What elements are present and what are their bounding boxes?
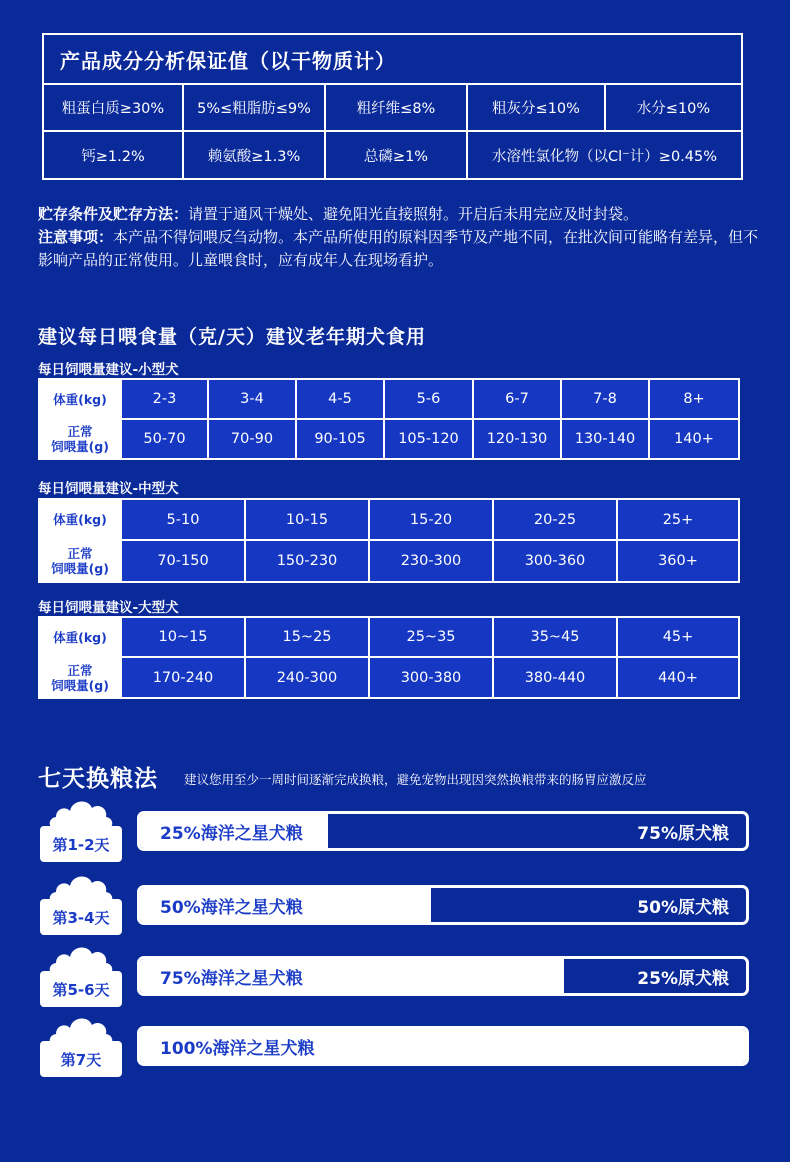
- amount-header-line2: 饲喂量(g): [51, 561, 109, 576]
- mix-bar: [137, 885, 749, 925]
- day-badge: 第5-6天: [40, 971, 122, 1007]
- guarantee-cell: 钙≥1.2%: [42, 130, 184, 180]
- caution-text: 本产品不得饲喂反刍动物。本产品所使用的原料因季节及产地不同，在批次间可能略有差异，但不影响产品的正常使用。儿童喂食时，应有成年人在现场看护。: [38, 228, 759, 269]
- table-cell: 6-7: [472, 378, 562, 420]
- amount-header-line2: 饲喂量(g): [51, 439, 109, 454]
- new-food-label: 50%海洋之星犬粮: [160, 897, 303, 918]
- table-cell: 360+: [616, 539, 740, 583]
- guarantee-cell: 赖氨酸≥1.3%: [182, 130, 326, 180]
- cloud-icon: [48, 944, 114, 974]
- small-amount-row: [38, 420, 742, 460]
- old-food-label: 25%原犬粮: [637, 968, 729, 989]
- amount-header-line1: 正常: [67, 662, 93, 678]
- small-weight-row: [38, 380, 742, 420]
- mix-bar: [137, 956, 749, 996]
- mix-bar: [137, 1026, 749, 1066]
- transition-subtitle: 建议您用至少一周时间逐渐完成换粮，避免宠物出现因突然换粮带来的肠胃应激反应: [184, 772, 647, 787]
- table-cell: 8+: [648, 378, 740, 420]
- table-cell: 15~25: [244, 616, 370, 658]
- transition-title: 七天换粮法: [38, 766, 158, 792]
- medium-weight-row: [38, 500, 742, 541]
- storage-text: 请置于通风干燥处、避免阳光直接照射。开启后未用完应及时封袋。: [188, 205, 639, 223]
- new-food-label: 100%海洋之星犬粮: [160, 1038, 315, 1059]
- guarantee-row-2: [42, 130, 743, 180]
- amount-header: [38, 418, 122, 460]
- table-cell: 5-10: [120, 498, 246, 541]
- day-badge: 第3-4天: [40, 899, 122, 935]
- weight-header: 体重(kg): [38, 498, 122, 541]
- table-cell: 105-120: [383, 418, 474, 460]
- mix-bar: [137, 811, 749, 851]
- table-cell: 4-5: [295, 378, 385, 420]
- table-cell: 25~35: [368, 616, 494, 658]
- new-food-label: 75%海洋之星犬粮: [160, 968, 303, 989]
- table-cell: 150-230: [244, 539, 370, 583]
- guarantee-cell: 水分≤10%: [604, 83, 743, 132]
- table-cell: 240-300: [244, 656, 370, 699]
- medium-dog-title: 每日饲喂量建议-中型犬: [38, 481, 179, 497]
- table-cell: 45+: [616, 616, 740, 658]
- large-dog-title: 每日饲喂量建议-大型犬: [38, 600, 179, 616]
- medium-amount-row: [38, 541, 742, 583]
- table-cell: 5-6: [383, 378, 474, 420]
- table-cell: 70-150: [120, 539, 246, 583]
- old-food-label: 50%原犬粮: [637, 897, 729, 918]
- new-food-label: 25%海洋之星犬粮: [160, 823, 303, 844]
- guarantee-title: 产品成分分析保证值（以干物质计）: [42, 33, 743, 83]
- large-weight-row: [38, 618, 742, 658]
- weight-header: 体重(kg): [38, 378, 122, 420]
- cloud-icon: [48, 798, 114, 828]
- table-cell: 20-25: [492, 498, 618, 541]
- old-food-label: 75%原犬粮: [637, 823, 729, 844]
- table-cell: 2-3: [120, 378, 209, 420]
- large-amount-row: [38, 658, 742, 699]
- table-cell: 70-90: [207, 418, 297, 460]
- guarantee-cell: 5%≤粗脂肪≤9%: [182, 83, 326, 132]
- table-cell: 120-130: [472, 418, 562, 460]
- storage-label: 贮存条件及贮存方法：: [38, 205, 189, 223]
- table-cell: 10~15: [120, 616, 246, 658]
- table-cell: 170-240: [120, 656, 246, 699]
- table-cell: 230-300: [368, 539, 494, 583]
- amount-header-line1: 正常: [67, 546, 93, 561]
- feeding-title: 建议每日喂食量（克/天）建议老年期犬食用: [38, 326, 426, 348]
- amount-header: [38, 656, 122, 699]
- table-cell: 15-20: [368, 498, 494, 541]
- amount-header-line1: 正常: [67, 424, 93, 439]
- table-cell: 130-140: [560, 418, 650, 460]
- table-cell: 300-360: [492, 539, 618, 583]
- table-cell: 300-380: [368, 656, 494, 699]
- guarantee-cell: 粗灰分≤10%: [466, 83, 606, 132]
- guarantee-cell: 粗纤维≤8%: [324, 83, 468, 132]
- table-cell: 140+: [648, 418, 740, 460]
- table-cell: 3-4: [207, 378, 297, 420]
- amount-header: [38, 539, 122, 583]
- day-badge: 第7天: [40, 1041, 122, 1077]
- table-cell: 35~45: [492, 616, 618, 658]
- storage-note: [38, 203, 763, 272]
- caution-label: 注意事项：: [38, 228, 114, 246]
- small-dog-title: 每日饲喂量建议-小型犬: [38, 362, 179, 378]
- table-cell: 50-70: [120, 418, 209, 460]
- guarantee-cell: 总磷≥1%: [324, 130, 468, 180]
- table-cell: 440+: [616, 656, 740, 699]
- table-cell: 10-15: [244, 498, 370, 541]
- table-cell: 25+: [616, 498, 740, 541]
- table-cell: 380-440: [492, 656, 618, 699]
- guarantee-cell: 水溶性氯化物（以Cl⁻计）≥0.45%: [466, 130, 743, 180]
- guarantee-cell: 粗蛋白质≥30%: [42, 83, 184, 132]
- table-cell: 7-8: [560, 378, 650, 420]
- amount-header-line2: 饲喂量(g): [51, 677, 109, 693]
- guarantee-row-1: [42, 83, 743, 132]
- weight-header: 体重(kg): [38, 616, 122, 658]
- day-badge: 第1-2天: [40, 826, 122, 862]
- table-cell: 90-105: [295, 418, 385, 460]
